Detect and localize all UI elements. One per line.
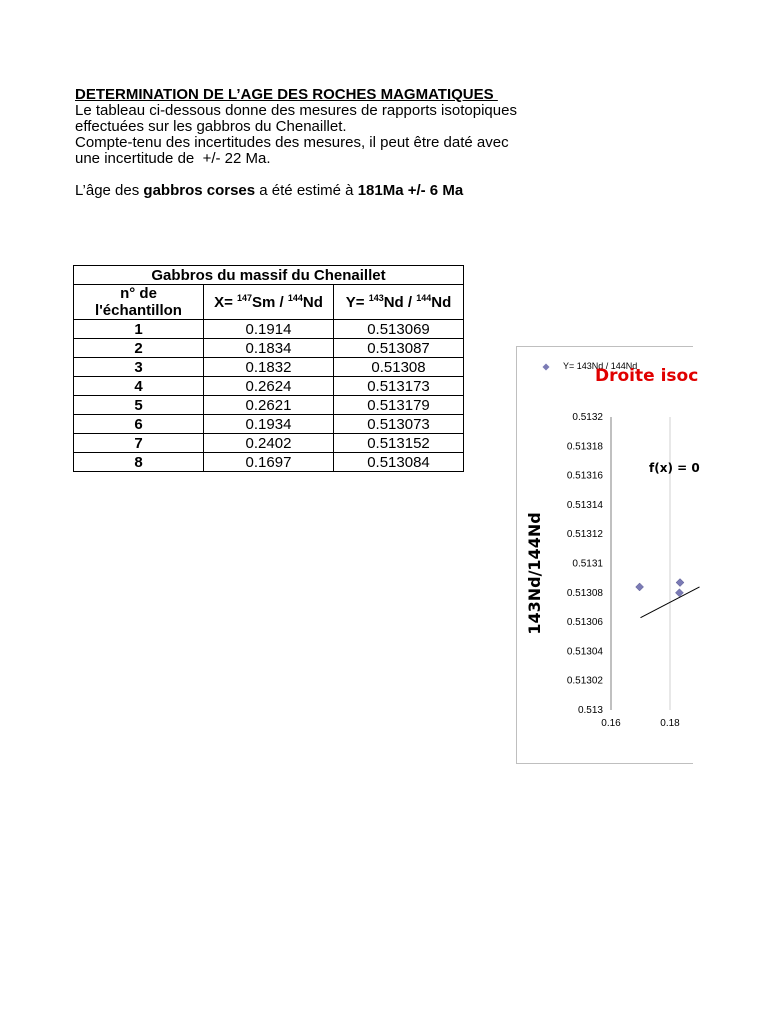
y-tick-label: 0.51304	[566, 646, 603, 658]
table-row	[74, 415, 464, 434]
sample-number: 7	[74, 434, 204, 453]
y-value: 0.513084	[334, 453, 464, 472]
sample-number: 1	[74, 320, 204, 339]
x-value: 0.2624	[204, 377, 334, 396]
age-statement	[75, 183, 555, 199]
x-value: 0.2402	[204, 434, 334, 453]
y-tick-label: 0.5132	[572, 412, 603, 423]
age-prefix: L’âge des	[75, 182, 144, 199]
table-row	[74, 377, 464, 396]
x-value: 0.1834	[204, 339, 334, 358]
y-tick-label: 0.51314	[566, 499, 603, 511]
col-header-y: Y= $^{143}$Nd / $^{144}$Nd	[334, 285, 464, 320]
sample-number: 2	[74, 339, 204, 358]
age-mid: a été estimé à	[255, 182, 358, 199]
table-row	[74, 339, 464, 358]
document-title: DETERMINATION DE L’AGE DES ROCHES MAGMATIQUES	[75, 86, 498, 103]
y-value: 0.513069	[334, 320, 464, 339]
chart-title: Droite isoc	[595, 366, 699, 386]
y-tick-label: 0.5131	[572, 558, 603, 570]
isochron-chart	[516, 346, 700, 764]
y-value: 0.513173	[334, 377, 464, 396]
table-row	[74, 434, 464, 453]
table-row	[74, 358, 464, 377]
x-tick-label: 0.18	[660, 718, 680, 729]
equation-label: f(x) = 0	[649, 461, 700, 475]
x-value: 0.1914	[204, 320, 334, 339]
y-axis-label: 143Nd/144Nd	[525, 512, 544, 635]
x-value: 0.1832	[204, 358, 334, 377]
sample-number: 5	[74, 396, 204, 415]
sample-number: 8	[74, 453, 204, 472]
chart-svg	[517, 347, 700, 763]
sample-number: 6	[74, 415, 204, 434]
y-value: 0.513073	[334, 415, 464, 434]
sample-number: 3	[74, 358, 204, 377]
y-tick-label: 0.51316	[566, 470, 603, 482]
y-value: 0.513152	[334, 434, 464, 453]
x-value: 0.1934	[204, 415, 334, 434]
y-tick-label: 0.51308	[566, 587, 603, 599]
age-value: 181Ma +/- 6 Ma	[357, 182, 464, 199]
data-point	[676, 579, 684, 587]
age-rock-name: gabbros corses	[143, 182, 256, 199]
intro-text	[75, 87, 555, 199]
y-tick-label: 0.51302	[566, 675, 603, 687]
table-row	[74, 453, 464, 472]
table-row	[74, 396, 464, 415]
legend-label: Y= 143Nd / 144Nd	[563, 361, 638, 371]
y-tick-label: 0.51306	[566, 617, 603, 629]
data-point	[636, 583, 644, 591]
isotope-table	[73, 265, 464, 472]
intro-line-3: Compte-tenu des incertitudes des mesures, il peut être daté avec	[75, 134, 509, 151]
col-header-sample: n° de l'échantillon	[74, 285, 204, 320]
y-value: 0.513179	[334, 396, 464, 415]
intro-line-2: effectuées sur les gabbros du Chenaillet.	[75, 118, 347, 135]
y-tick-label: 0.513	[577, 705, 603, 716]
table-caption: Gabbros du massif du Chenaillet	[74, 266, 464, 285]
col-header-x: X= $^{147}$Sm / $^{144}$Nd	[204, 285, 334, 320]
y-tick-label: 0.51318	[566, 441, 603, 453]
x-value: 0.1697	[204, 453, 334, 472]
table-row	[74, 320, 464, 339]
intro-line-1: Le tableau ci-dessous donne des mesures de rapports isotopiques	[75, 102, 517, 119]
legend-marker	[543, 364, 550, 371]
y-tick-label: 0.51312	[566, 529, 603, 541]
x-value: 0.2621	[204, 396, 334, 415]
intro-line-4: une incertitude de +/- 22 Ma.	[75, 150, 271, 167]
table-header-row	[74, 285, 464, 320]
y-value: 0.513087	[334, 339, 464, 358]
sample-number: 4	[74, 377, 204, 396]
x-tick-label: 0.16	[601, 718, 621, 729]
y-value: 0.51308	[334, 358, 464, 377]
